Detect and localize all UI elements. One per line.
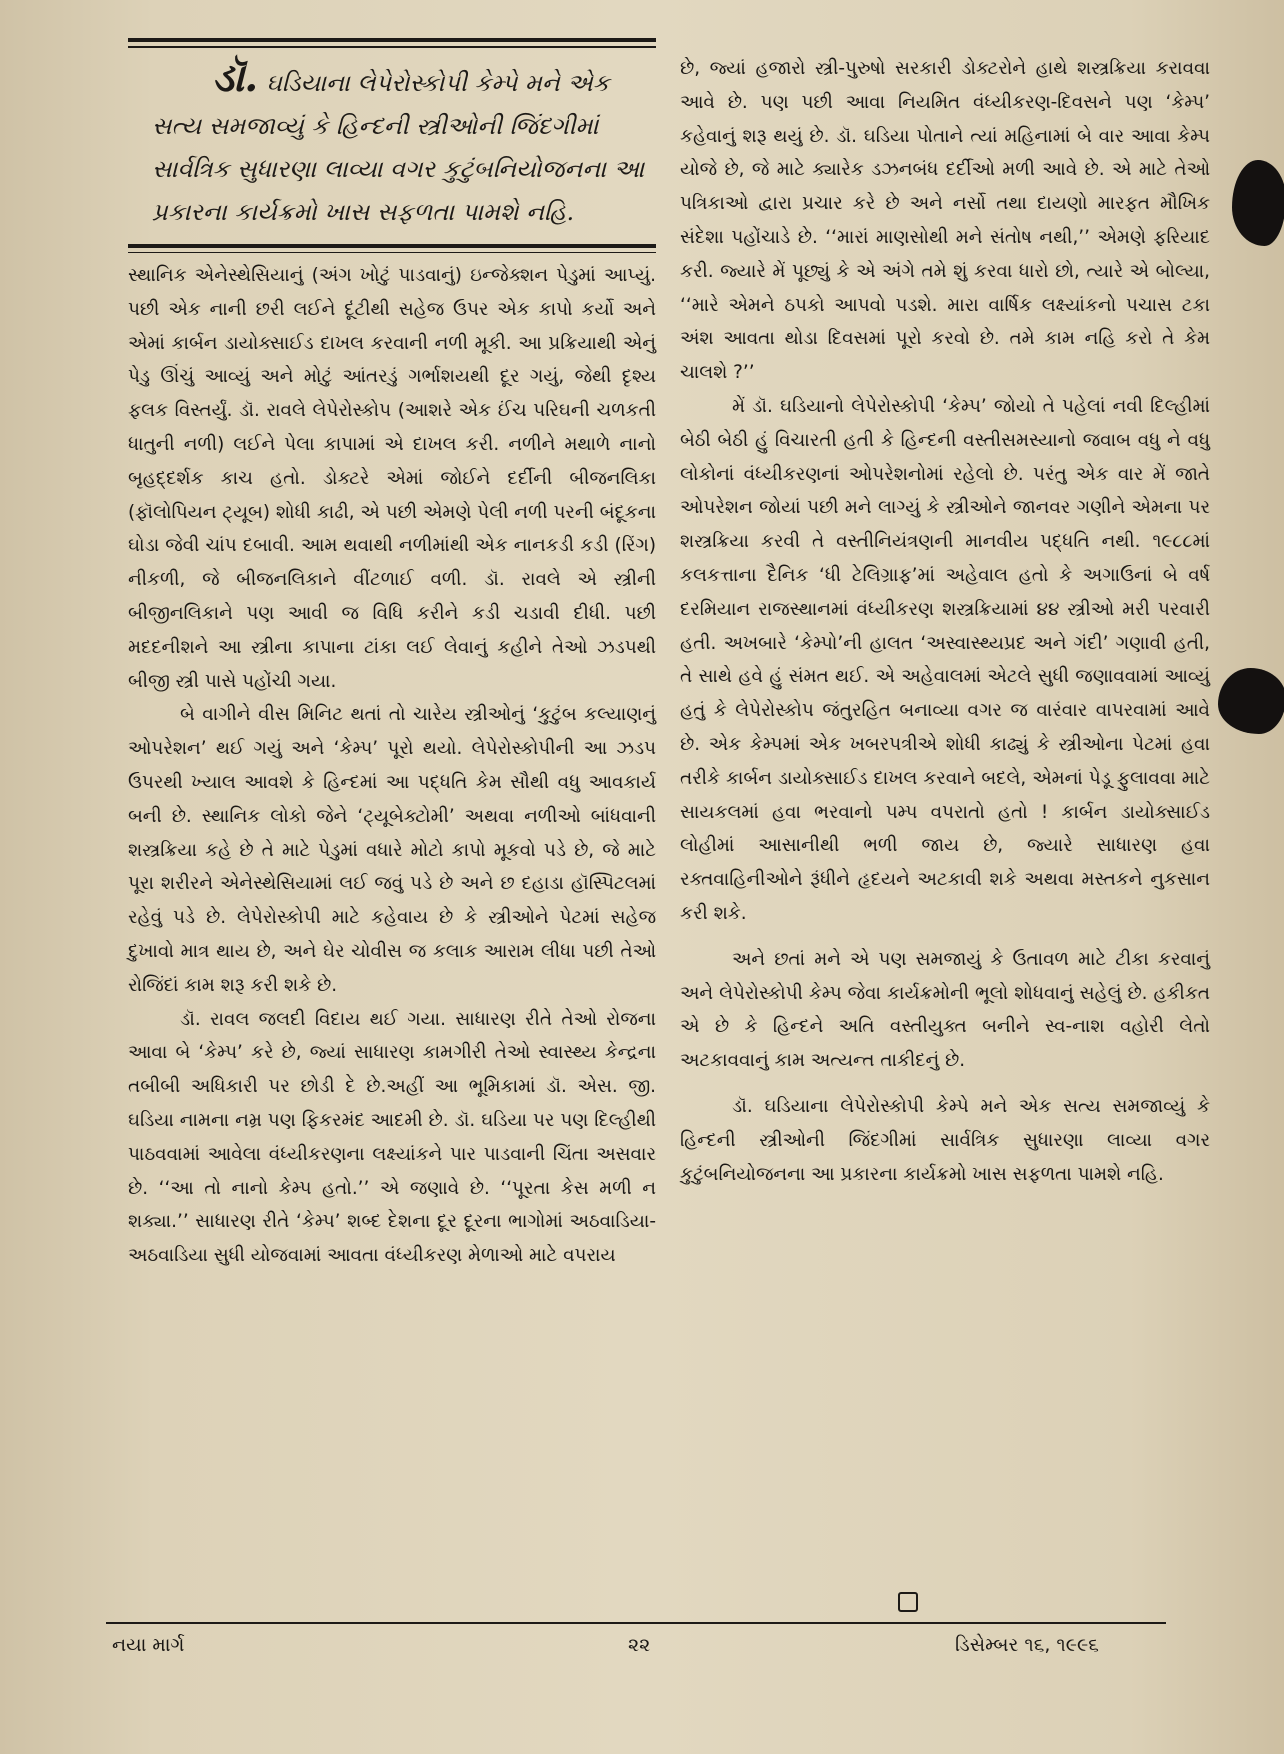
right-paragraph-2: મેં ડૉ. ઘડિયાનો લેપેરોસ્કોપી ‘કેમ્પ’ જોયો તે પહેલાં નવી દિલ્હીમાં બેઠી બેઠી હું વિચારતી હતી કે હિન્દની વસ્તીસમસ્યાનો જવાબ વધુ ને વધુ લોકોનાં વંધ્યીકરણનાં ઓપરેશનોમાં રહેલો છે. પરંતુ એક વાર મેં જાતે ઓપરેશન જોયાં પછી મને લાગ્યું કે સ્ત્રીઓને જાનવર ગણીને એમના પર શસ્ત્રક્રિયા કરવી તે વસ્તીનિયંત્રણની માનવીય પદ્ધતિ નથી. ૧૯૮૮માં કલકત્તાના દૈનિક ‘ધી ટેલિગ્રાફ’માં અહેવાલ હતો કે અગાઉનાં બે વર્ષ દરમિયાન રાજસ્થાનમાં વંધ્યીકરણ શસ્ત્રક્રિયામાં ૪૪ સ્ત્રીઓ મરી પરવારી હતી. અખબારે ‘કેમ્પો’ની હાલત ‘અસ્વાસ્થ્યપ્રદ અને ગંદી’ ગણાવી હતી, તે સાથે હવે હું સંમત થઈ. એ અહેવાલમાં એટલે સુધી જણાવવામાં આવ્યું હતું કે લેપેરોસ્કોપ જંતુરહિત બનાવ્યા વગર જ વારંવાર વાપરવામાં આવે છે. એક કેમ્પમાં એક ખબરપત્રીએ શોધી કાઢ્યું કે સ્ત્રીઓના પેટમાં હવા તરીકે કાર્બન ડાયોક્સાઈડ દાખલ કરવાને બદલે, એમનાં પેડૂ ફુલાવવા માટે સાયકલમાં હવા ભરવાનો પમ્પ વપરાતો હતો ! કાર્બન ડાયોક્સાઈડ લોહીમાં આસાનીથી ભળી જાય છે, જ્યારે સાધારણ હવા રક્તવાહિનીઓને રૂંધીને હૃદયને અટકાવી શકે અથવા મસ્તકને નુકસાન કરી શકે.	[680, 395, 1210, 924]
left-column	[128, 38, 656, 1273]
pull-quote-bottom-rule-thin	[128, 252, 656, 254]
top-rule	[128, 38, 656, 42]
footer-page-number: ૨૨	[628, 1634, 651, 1656]
paper-damage-top-right	[1232, 160, 1284, 246]
footer-rule	[106, 1622, 1166, 1624]
left-paragraph-1: સ્થાનિક એનેસ્થેસિયાનું (અંગ ખોટું પાડવાનું) ઇન્જેક્શન પેડુમાં આપ્યું. પછી એક નાની છરી લઈને દૂંટીથી સહેજ ઉપર એક કાપો કર્યો અને એમાં કાર્બન ડાયોક્સાઈડ દાખલ કરવાની નળી મૂકી. આ પ્રક્રિયાથી એનું પેડુ ઊંચું આવ્યું અને મોટું આંતરડું ગર્ભાશયથી દૂર ગયું, જેથી દૃશ્ય ફલક વિસ્તર્યું. ડૉ. રાવલે લેપેરોસ્કોપ (આશરે એક ઈંચ પરિઘની ચળકતી ધાતુની નળી) લઈને પેલા કાપામાં એ દાખલ કરી. નળીને મથાળે નાનો બૃહદ્દર્શક કાચ હતો. ડોક્ટરે એમાં જોઈને દર્દીની બીજનલિકા (ફૉલોપિયન ટ્યૂબ) શોધી કાઢી, એ પછી એમણે પેલી નળી પરની બંદૂકના ઘોડા જેવી ચાંપ દબાવી. આમ થવાથી નળીમાંથી એક નાનકડી કડી (રિંગ) નીકળી, જે બીજનલિકાને વીંટળાઈ વળી. ડૉ. રાવલે એ સ્ત્રીની બીજીનલિકાને પણ આવી જ વિધિ કરીને કડી ચડાવી દીધી. પછી મદદનીશને આ સ્ત્રીના કાપાના ટાંકા લઈ લેવાનું કહીને તેઓ ઝડપથી બીજી સ્ત્રી પાસે પહોંચી ગયા.	[128, 265, 656, 692]
paper-damage-middle-right	[1218, 668, 1284, 734]
right-paragraph-1: છે, જ્યાં હજારો સ્ત્રી-પુરુષો સરકારી ડોક્ટરોને હાથે શસ્ત્રક્રિયા કરાવવા આવે છે. પણ પછી આવા નિયમિત વંધ્યીકરણ-દિવસને પણ ‘કેમ્પ’ કહેવાનું શરૂ થયું છે. ડૉ. ઘડિયા પોતાને ત્યાં મહિનામાં બે વાર આવા કેમ્પ યોજે છે, જે માટે ક્યારેક ડઝનબંધ દર્દીઓ મળી આવે છે. એ માટે તેઓ પત્રિકાઓ દ્વારા પ્રચાર કરે છે અને નર્સો તથા દાયણો મારફત મૌખિક સંદેશા પહોંચાડે છે. ‘‘મારાં માણસોથી મને સંતોષ નથી,’’ એમણે ફરિયાદ કરી. જ્યારે મેં પૂછ્યું કે એ અંગે તમે શું કરવા ધારો છો, ત્યારે એ બોલ્યા, ‘‘મારે એમને ઠપકો આપવો પડશે. મારા વાર્ષિક લક્ષ્યાંકનો પચાસ ટકા અંશ આવતા થોડા દિવસમાં પૂરો કરવો છે. તમે કામ નહિ કરો તે કેમ ચાલશે ?’’	[680, 58, 1210, 384]
pull-quote-dr: ડૉ.	[212, 53, 259, 101]
right-paragraph-3: અને છતાં મને એ પણ સમજાયું કે ઉતાવળ માટે ટીકા કરવાનું અને લેપેરોસ્કોપી કેમ્પ જેવા કાર્યક્રમોની ભૂલો શોધવાનું સહેલું છે. હકીકત એ છે કે હિન્દને અતિ વસ્તીયુક્ત બનીને સ્વ-નાશ વહોરી લેતો અટકાવવાનું કામ અત્યન્ત તાકીદનું છે.	[680, 948, 1210, 1072]
right-column	[680, 52, 1210, 1191]
footer-date: ડિસેમ્બર ૧૬, ૧૯૯૬	[955, 1634, 1099, 1656]
pull-quote-bottom-rule	[128, 244, 656, 248]
left-paragraph-2: બે વાગીને વીસ મિનિટ થતાં તો ચારેય સ્ત્રીઓનું ‘કુટુંબ કલ્યાણનું ઓપરેશન’ થઈ ગયું અને ‘કેમ્પ’ પૂરો થયો. લેપેરોસ્કોપીની આ ઝડપ ઉપરથી ખ્યાલ આવશે કે હિન્દમાં આ પદ્ધતિ કેમ સૌથી વધુ આવકાર્ય બની છે. સ્થાનિક લોકો જેને ‘ટ્યૂબેક્ટોમી’ અથવા નળીઓ બાંધવાની શસ્ત્રક્રિયા કહે છે તે માટે પેડુમાં વધારે મોટો કાપો મૂકવો પડે છે, જે માટે પૂરા શરીરને એનેસ્થેસિયામાં લઈ જવું પડે છે અને છ દહાડા હૉસ્પિટલમાં રહેવું પડે છે. લેપેરોસ્કોપી માટે કહેવાય છે કે સ્ત્રીઓને પેટમાં સહેજ દુખાવો માત્ર થાય છે, અને ઘેર ચોવીસ જ કલાક આરામ લીધા પછી તેઓ રોજિંદાં કામ શરૂ કરી શકે છે.	[128, 704, 656, 996]
left-paragraph-3: ડૉ. રાવલ જલદી વિદાય થઈ ગયા. સાધારણ રીતે તેઓ રોજના આવા બે ‘કેમ્પ’ કરે છે, જ્યાં સાધારણ કામગીરી તેઓ સ્વાસ્થ્ય કેન્દ્રના તબીબી અધિકારી પર છોડી દે છે.અહીં આ ભૂમિકામાં ડૉ. એસ. જી. ઘડિયા નામના નમ્ર પણ ફિકરમંદ આદમી છે. ડૉ. ઘડિયા પર પણ દિલ્હીથી પાઠવવામાં આવેલા વંધ્યીકરણના લક્ષ્યાંકને પાર પાડવાની ચિંતા અસવાર છે. ‘‘આ તો નાનો કેમ્પ હતો.’’ એ જણાવે છે. ‘‘પૂરતા કેસ મળી ન શક્યા.’’ સાધારણ રીતે ‘કેમ્પ’ શબ્દ દેશના દૂર દૂરના ભાગોમાં અઠવાડિયા-અઠવાડિયા સુધી યોજવામાં આવતા વંધ્યીકરણ મેળાઓ માટે વપરાય	[128, 1008, 656, 1267]
pull-quote-text: ઘડિયાના લેપેરોસ્કોપી કેમ્પે મને એક સત્ય સમજાવ્યું કે હિન્દની સ્ત્રીઓની જિંદગીમાં સાર્વત્રિક સુધારણા લાવ્યા વગર કુટુંબનિયોજનના આ પ્રકારના કાર્યક્રમો ખાસ સફળતા પામશે નહિ.	[152, 68, 645, 226]
pull-quote	[128, 48, 656, 244]
end-of-article-mark	[898, 1592, 918, 1612]
right-paragraph-4: ડૉ. ઘડિયાના લેપેરોસ્કોપી કેમ્પે મને એક સત્ય સમજાવ્યું કે હિન્દની સ્ત્રીઓની જિંદગીમાં સાર્વત્રિક સુધારણા લાવ્યા વગર કુટુંબનિયોજનના આ પ્રકારના કાર્યક્રમો ખાસ સફળતા પામશે નહિ.	[680, 1095, 1210, 1185]
footer-publication: નયા માર્ગ	[112, 1634, 185, 1656]
